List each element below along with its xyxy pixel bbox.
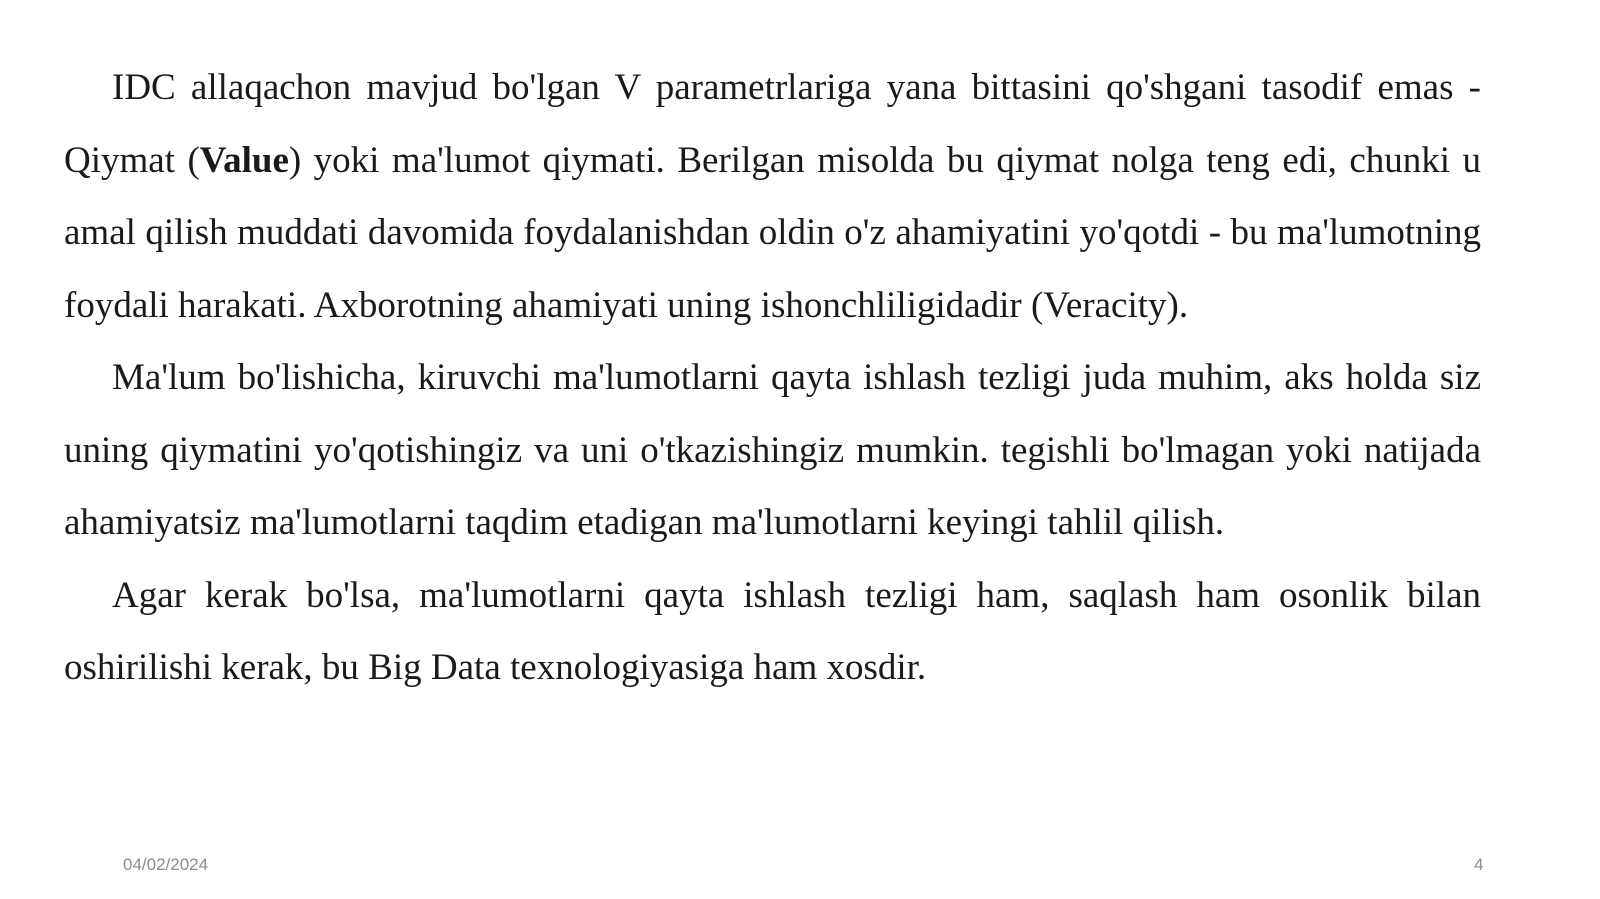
value-term: Value <box>199 139 289 181</box>
footer-page-number: 4 <box>1474 855 1484 874</box>
slide-body <box>64 52 1481 705</box>
paragraph-scaling: Agar kerak bo'lsa, ma'lumotlarni qayta ishlash tezligi ham, saqlash ham osonlik bilan oshirilishi kerak, bu Big Data texnologiyasiga ham xosdir. <box>64 574 1481 688</box>
paragraph-value <box>64 52 1481 342</box>
paragraph-value-text-end: ) yoki ma'lumot qiymati. Berilgan misolda bu qiymat nolga teng edi, chunki u amal qilish muddati davomida foydalanishdan oldin o'z ahamiyatini yo'qotdi - bu ma'lumotning foydali harakati. Axborotning ahamiyati uning ishonchliligidadir (Veracity). <box>64 139 1481 326</box>
paragraph-speed: Ma'lum bo'lishicha, kiruvchi ma'lumotlarni qayta ishlash tezligi juda muhim, aks holda siz uning qiymatini yo'qotishingiz va uni o'tkazishingiz mumkin. tegishli bo'lmagan yoki natijada ahamiyatsiz ma'lumotlarni taqdim etadigan ma'lumotlarni keyingi tahlil qilish. <box>64 357 1481 543</box>
footer-date: 04/02/2024 <box>123 855 209 874</box>
paragraph-value-text-start: IDC allaqachon mavjud bo'lgan V parametrlariga yana bittasini qo'shgani tasodif emas - Qiymat ( <box>64 67 1481 181</box>
